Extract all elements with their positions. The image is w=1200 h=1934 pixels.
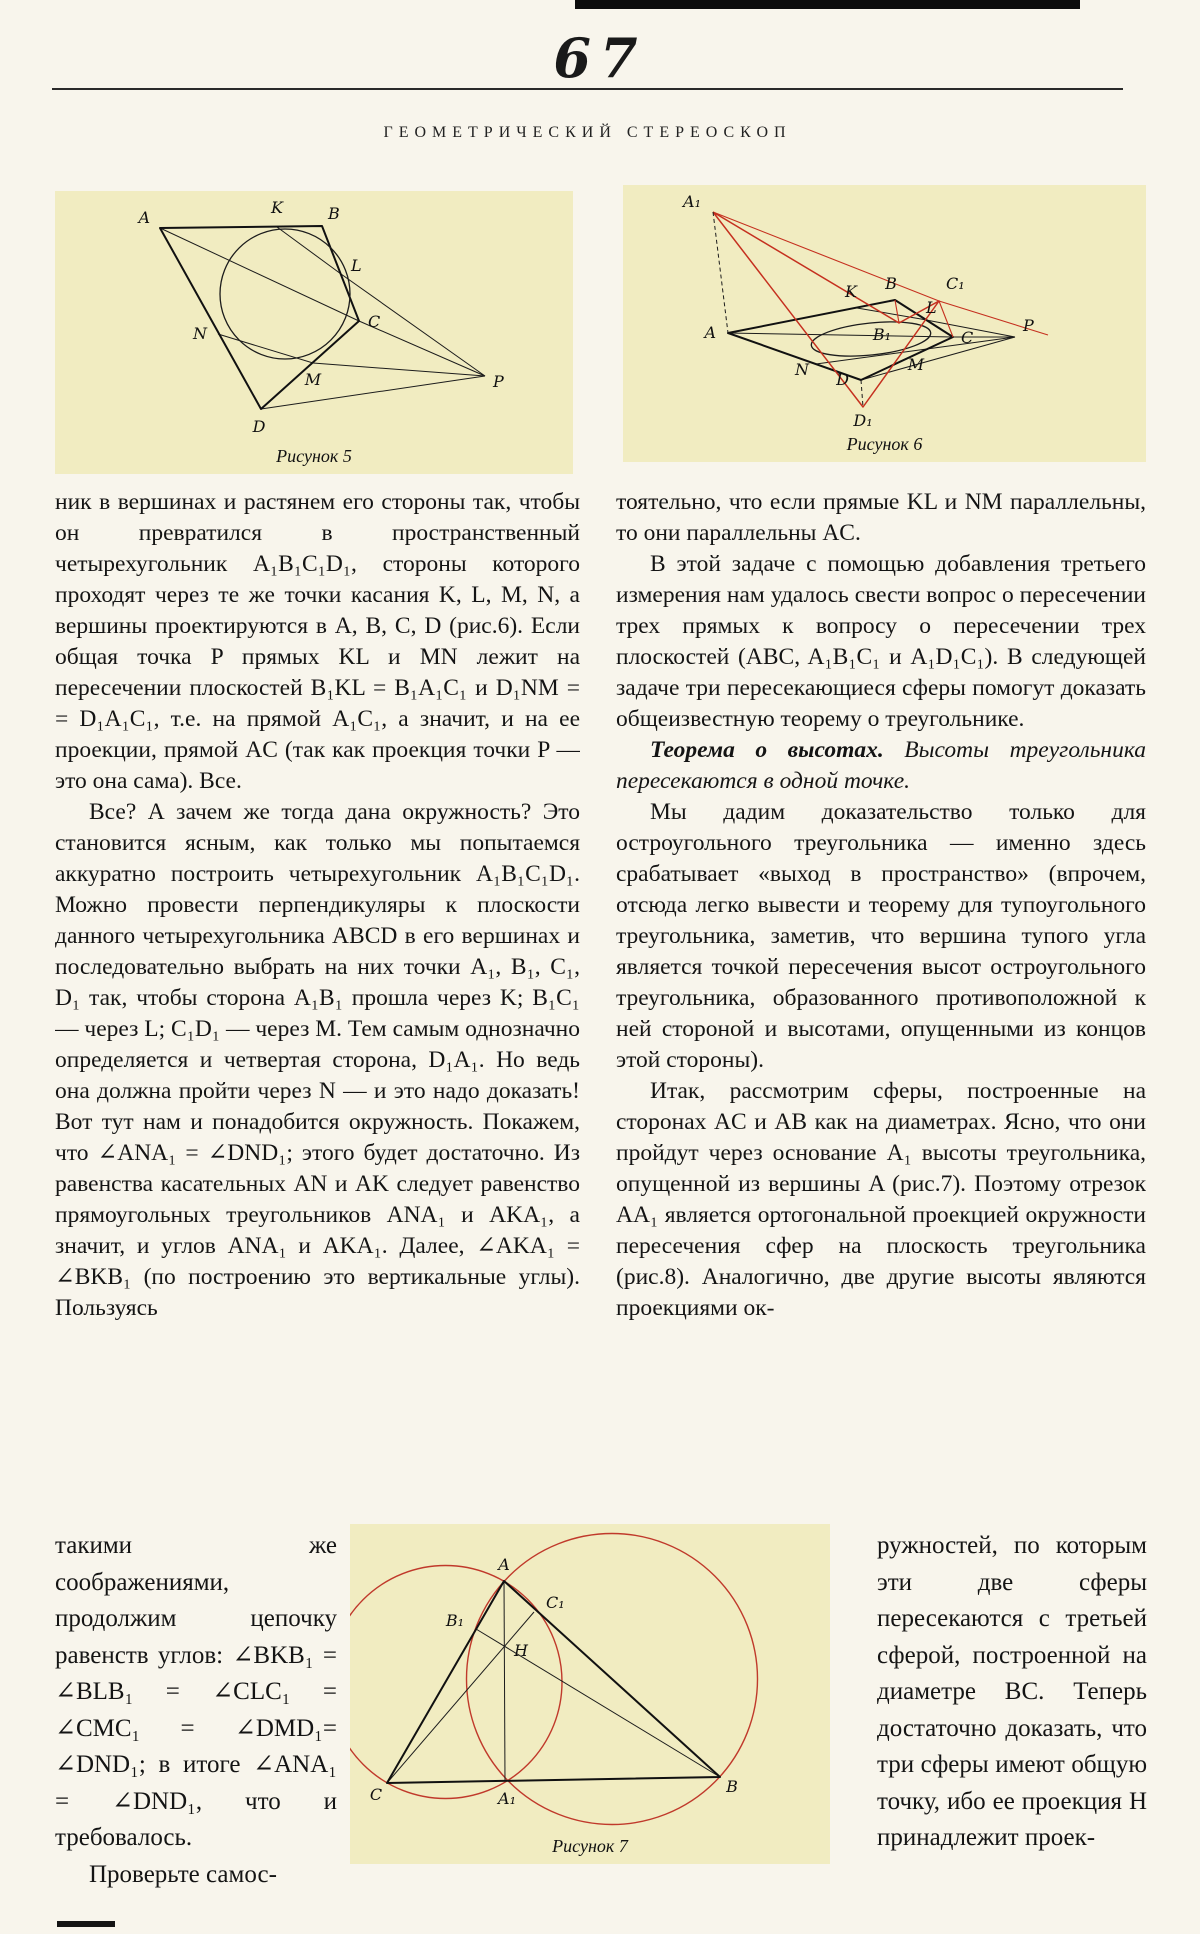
point-label-A1: A₁: [683, 192, 701, 211]
spatial-quadrilateral-red: [713, 212, 1048, 407]
line-N-M-P: [218, 334, 485, 376]
theorem-statement: Высоты треугольника пересекаются в одной точке.: [616, 737, 1146, 794]
point-label-L: L: [926, 298, 937, 317]
point-label-A1: A₁: [498, 1789, 516, 1808]
quadrilateral-ABCD: [160, 226, 359, 409]
theorem-title: Теорема о высотах.: [650, 737, 884, 763]
scan-artifact-top: [575, 0, 1080, 9]
altitude-A-A1: [504, 1581, 505, 1781]
paragraph: такими же соображениями, продолжим цепочку равенств углов: ∠BKB₁ = ∠BLB₁ = ∠CLC₁ = ∠CMC₁ = ∠DMD₁= ∠DND₁; в итоге ∠ANA₁ = ∠DND₁, что и требовалось.: [55, 1532, 337, 1851]
text-column-left: [55, 487, 580, 1518]
point-label-C: C: [369, 1785, 383, 1804]
point-label-M: M: [907, 355, 925, 374]
figure-6: [623, 185, 1146, 462]
projection-lines: [160, 227, 485, 409]
point-label-P: P: [493, 372, 504, 391]
point-label-B: B: [328, 204, 340, 223]
paragraph: В этой задаче с помощью добавления третьего измерения нам удалось свести вопрос о пересечении трех прямых к вопросу о пересечении трех плоскостей (ABC, A₁B₁C₁ и A₁D₁C₁). В следующей задаче три пересекающиеся сферы помогут доказать общеизвестную теорему о треугольнике.: [616, 551, 1146, 732]
point-label-C1: C₁: [546, 1593, 565, 1612]
point-label-H: H: [514, 1641, 528, 1660]
point-label-A: A: [498, 1555, 510, 1574]
figure-7-drawing: [350, 1524, 830, 1834]
point-label-A: A: [138, 208, 150, 227]
text-column-bottom-right: [877, 1528, 1147, 1924]
dashed-D-D1: [861, 380, 863, 407]
figure-7-caption: Рисунок 7: [552, 1836, 628, 1856]
point-label-A: A: [704, 323, 716, 342]
paragraph: Все? А зачем же тогда дана окружность? Это становится ясным, как только мы попытаемся аккуратно построить четырехугольник A₁B₁C₁D₁. Можно провести перпендикуляры к плоскости данного четырехугольника ABCD в его вершинах и последовательно выбрать на них точки A₁, B₁, C₁, D₁ так, чтобы сторона A₁B₁ прошла через K; B₁C₁ — через L; C₁D₁ — через M. Тем самым однозначно определяется и четвертая сторона, D₁A₁. Но ведь она должна пройти через N — и это надо доказать! Вот тут нам и понадобится окружность. Покажем, что ∠ANA₁ = ∠DND₁; этого будет достаточно. Из равенства касательных AN и AK следует равенство прямоугольных треугольников ANA₁ и AKA₁, а значит, и углов ANA₁ и AKA₁. Далее, ∠AKA₁ = ∠BKB₁ (по построению это вертикальные углы). Пользуясь: [55, 799, 580, 1321]
page-number: 67: [553, 26, 647, 90]
point-label-N: N: [193, 324, 207, 343]
line-D-P: [261, 376, 485, 409]
point-label-C: C: [368, 312, 381, 331]
red-line-A1-C1-ext: [713, 212, 1048, 335]
point-label-D: D: [836, 370, 849, 389]
figure-5: [55, 191, 573, 474]
point-label-C1: C₁: [946, 274, 965, 293]
point-label-K: K: [845, 282, 857, 301]
scan-artifact-bottom: [57, 1921, 115, 1927]
figure-6-caption: Рисунок 6: [846, 434, 923, 454]
running-head: ГЕОМЕТРИЧЕСКИЙ СТЕРЕОСКОП: [383, 124, 792, 141]
figure-7: [350, 1524, 830, 1864]
figure-6-drawing: [623, 185, 1146, 432]
paragraph: Мы дадим доказательство только для остроугольного треугольника — именно здесь срабатывает «выход в пространство» (впрочем, отсюда легко вывести и теорему для тупоугольного треугольника, заметив, что вершина тупого угла является точкой пересечения высот остроугольного треугольника, образованного противоположной к ней стороной и высотами, опущенными из концов этой стороны).: [616, 799, 1146, 1073]
paragraph: ружностей, по которым эти две сферы пересекаются с третьей сферой, построенной на диаметре BC. Теперь достаточно доказать, что три сферы имеют общую точку, ибо ее проекция H принадлежит проек-: [877, 1532, 1147, 1851]
theorem-paragraph: [616, 735, 1146, 797]
figure-5-drawing: [55, 191, 573, 444]
red-seg-B-B1: [895, 300, 899, 323]
line-K-L-P: [277, 227, 485, 376]
point-label-P: P: [1023, 316, 1034, 335]
point-label-C: C: [961, 328, 974, 347]
point-label-K: K: [271, 198, 283, 217]
point-label-M: M: [304, 370, 322, 389]
text-column-right: [616, 487, 1146, 1518]
point-label-D: D: [252, 417, 266, 436]
paragraph: Проверьте самос-: [89, 1860, 277, 1888]
point-label-D1: D₁: [853, 411, 873, 430]
point-label-B1: B₁: [872, 325, 891, 344]
paragraph: ник в вершинах и растянем его стороны так, чтобы он превратился в пространственный четырехугольник A₁B₁C₁D₁, стороны которого проходят через те же точки касания K, L, M, N, а вершины проектируются в A, B, C, D (рис.6). Если общая точка P прямых KL и MN лежит на пересечении плоскостей B₁KL = B₁A₁C₁ и D₁NM = = D₁A₁C₁, т.е. на прямой A₁C₁, а значит, и на ее проекции, прямой AC (так как проекция точки P — это она сама). Все.: [55, 489, 580, 794]
paragraph: тоятельно, что если прямые KL и NM параллельны, то они параллельны AC.: [616, 489, 1146, 546]
point-label-N: N: [795, 360, 809, 379]
header-rule: [52, 88, 1123, 90]
point-label-B: B: [885, 274, 897, 293]
altitude-C-C1: [387, 1612, 534, 1783]
dashed-A1-A: [713, 212, 728, 333]
figure-5-caption: Рисунок 5: [276, 446, 352, 466]
red-quad-A1-B1-C1-D1: [713, 212, 939, 407]
point-label-B: B: [726, 1777, 738, 1796]
text-column-bottom-left: [55, 1528, 337, 1924]
paragraph: Итак, рассмотрим сферы, построенные на сторонах AC и AB как на диаметрах. Ясно, что они пройдут через основание A₁ высоты треугольника, опущенной из вершины A (рис.7). Поэтому отрезок AA₁ является ортогональной проекцией окружности пересечения сфер на плоскость треугольника (рис.8). Аналогично, две другие высоты являются проекциями ок-: [616, 1078, 1146, 1321]
sphere-circle-AC: [350, 1566, 562, 1799]
point-label-B1: B₁: [445, 1611, 464, 1630]
altitude-B-B1: [476, 1629, 720, 1777]
point-label-L: L: [351, 256, 362, 275]
